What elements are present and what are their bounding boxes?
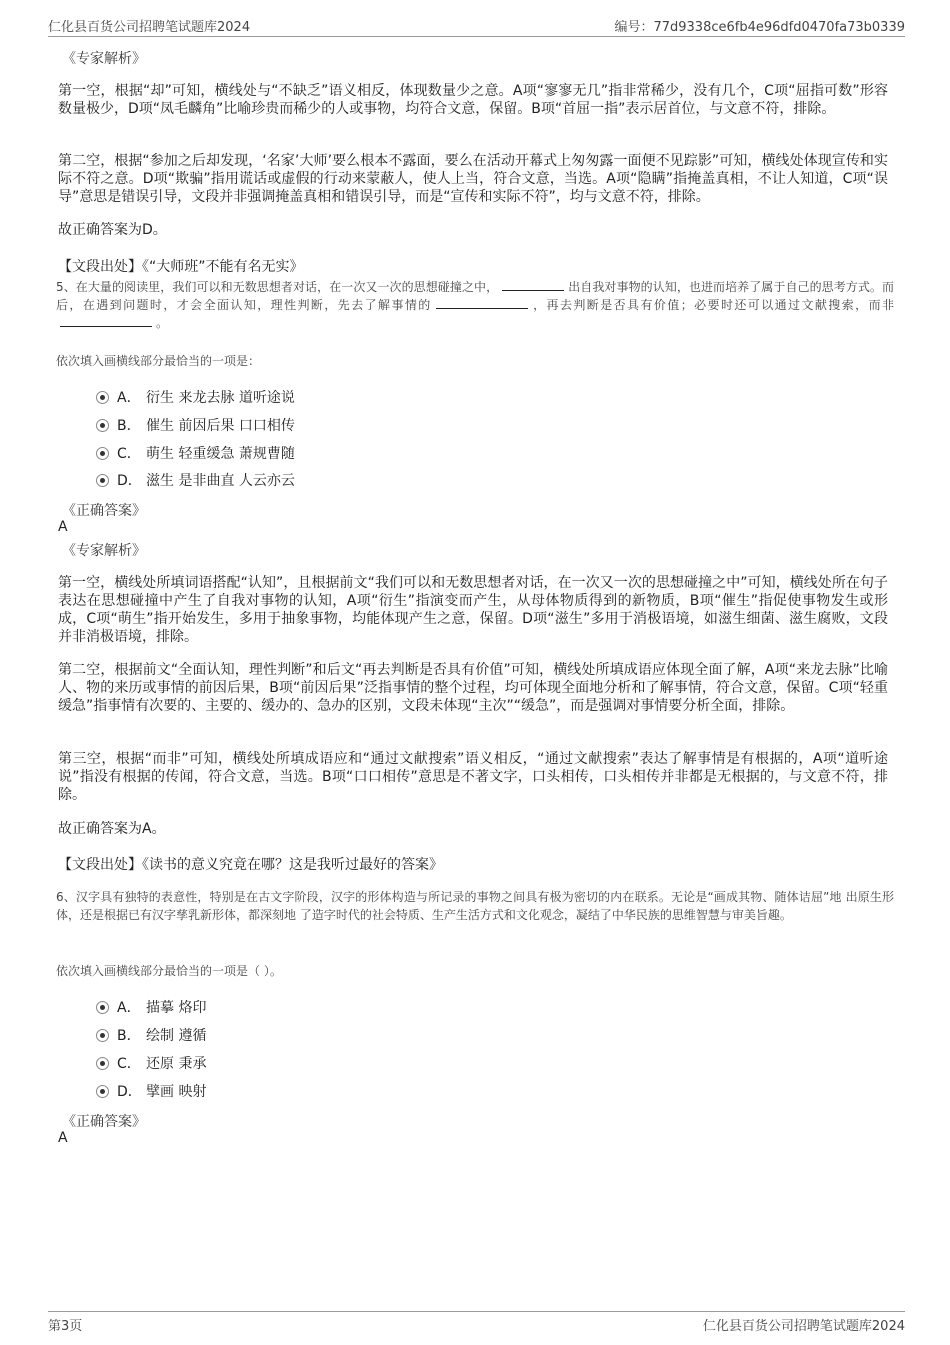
q5-analysis-label: 《专家解析》 xyxy=(62,543,146,559)
q5-prompt: 依次填入画横线部分最恰当的一项是： xyxy=(56,354,261,368)
q6-answer-label: 《正确答案》 xyxy=(62,1114,146,1130)
q4-analysis-label: 《专家解析》 xyxy=(62,51,146,67)
q5-answer-label: 《正确答案》 xyxy=(62,503,146,519)
q5-stem-part-4: 。 xyxy=(156,316,169,330)
radio-icon[interactable] xyxy=(96,391,109,404)
radio-icon[interactable] xyxy=(96,1029,109,1042)
radio-icon[interactable] xyxy=(96,447,109,460)
q4-analysis-paragraph-2: 第二空，根据“参加之后却发现，‘名家’大师’要么根本不露面，要么在活动开幕式上匆匆露一面便不见踪影”可知，横线处体现宣传和实际不符之意。D项“欺骗”指用谎话或虚假的行动来蒙蔽人，使人上当，符合文意，当选。A项“隐瞒”指掩盖真相，不让人知道，C项“误导”意思是错误引导，文段并非强调掩盖真相和错误引导，而是“宣传和实际不符”，均与文意不符，排除。 xyxy=(58,153,888,205)
q6-stem: 6、汉字具有独特的表意性，特别是在古文字阶段，汉字的形体构造与所记录的事物之间具有极为密切的内在联系。无论是“画成其物、随体诘屈”地 出原生形体，还是根据已有汉字孳乳新形体，都深刻地 了造字时代的社会特质、生产生活方式和文化观念，凝结了中华民族的思维智慧与审美旨趣。 xyxy=(56,890,894,922)
footer-page-number: 第3页 xyxy=(48,1319,83,1334)
radio-icon[interactable] xyxy=(96,419,109,432)
q4-conclusion: 故正确答案为D。 xyxy=(58,222,167,238)
footer-title: 仁化县百货公司招聘笔试题库2024 xyxy=(702,1319,905,1334)
q5-stem xyxy=(56,278,894,332)
q5-blank-3 xyxy=(60,314,152,327)
header-title: 仁化县百货公司招聘笔试题库2024 xyxy=(48,20,251,35)
q5-blank-1 xyxy=(502,278,564,291)
q5-source: 【文段出处】《读书的意义究竟在哪？这是我听过最好的答案》 xyxy=(58,857,443,873)
q6-prompt: 依次填入画横线部分最恰当的一项是（ ）。 xyxy=(56,964,282,978)
radio-icon[interactable] xyxy=(96,1057,109,1070)
radio-icon[interactable] xyxy=(96,1001,109,1014)
q5-stem-part-3: ，再去判断是否具有价值；必要时还可以通过文献搜索，而非 xyxy=(531,298,894,312)
q5-analysis-paragraph-3: 第三空，根据“而非”可知，横线处所填成语应和“通过文献搜索”语义相反，“通过文献搜索”表达了解事情是有根据的，A项“道听途说”指没有根据的传闻，符合文意，当选。B项“口口相传”意思是不著文字，口头相传，口头相传并非都是无根据的，与文意不符，排除。 xyxy=(58,751,888,803)
q5-answer: A xyxy=(58,519,68,535)
radio-icon[interactable] xyxy=(96,474,109,487)
q5-stem-part-2: 出自我对事物的认知，也进而培养了属于自己的思考方式。而后，在遇到问题时，才会全面认知，理性判断，先去了解事情的 xyxy=(56,280,894,312)
q4-analysis-paragraph-1: 第一空，根据“却”可知，横线处与“不缺乏”语义相反，体现数量少之意。A项“寥寥无几”指非常稀少，没有几个，C项“屈指可数”形容数量极少，D项“凤毛麟角”比喻珍贵而稀少的人或事物，均符合文意，保留。B项“首屈一指”表示居首位，与文意不符，排除。 xyxy=(58,83,888,117)
q5-conclusion: 故正确答案为A。 xyxy=(58,821,166,837)
q5-analysis-paragraph-2: 第二空，根据前文“全面认知，理性判断”和后文“再去判断是否具有价值”可知，横线处所填成语应体现全面了解，A项“来龙去脉”比喻人、物的来历或事情的前因后果，B项“前因后果”泛指事情的整个过程，均可体现全面地分析和了解事情，符合文意，保留。C项“轻重缓急”指事情有次要的、主要的、缓办的、急办的区别，文段未体现“主次”“缓急”，而是强调对事情要分析全面，排除。 xyxy=(58,662,888,714)
q6-answer: A xyxy=(58,1130,68,1146)
q5-analysis-paragraph-1: 第一空，横线处所填词语搭配“认知”，且根据前文“我们可以和无数思想者对话，在一次又一次的思想碰撞之中”可知，横线处所在句子表达在思想碰撞中产生了自我对事物的认知，A项“衍生”指演变而产生，从母体物质得到的新物质，B项“催生”指促使事物发生或形成，C项“萌生”指开始发生，多用于抽象事物，均能体现产生之意，保留。D项“滋生”多用于消极语境，如滋生细菌、滋生腐败，文段并非消极语境，排除。 xyxy=(58,575,888,645)
page-header xyxy=(48,14,905,37)
radio-icon[interactable] xyxy=(96,1085,109,1098)
q5-blank-2 xyxy=(436,296,528,309)
q4-source: 【文段出处】《“大师班”不能有名无实》 xyxy=(58,259,304,275)
q5-stem-part-1: 5、在大量的阅读里，我们可以和无数思想者对话，在一次又一次的思想碰撞之中， xyxy=(56,280,499,294)
page-footer xyxy=(48,1311,905,1334)
header-doc-id: 编号：77d9338ce6fb4e96dfd0470fa73b0339 xyxy=(614,20,905,35)
